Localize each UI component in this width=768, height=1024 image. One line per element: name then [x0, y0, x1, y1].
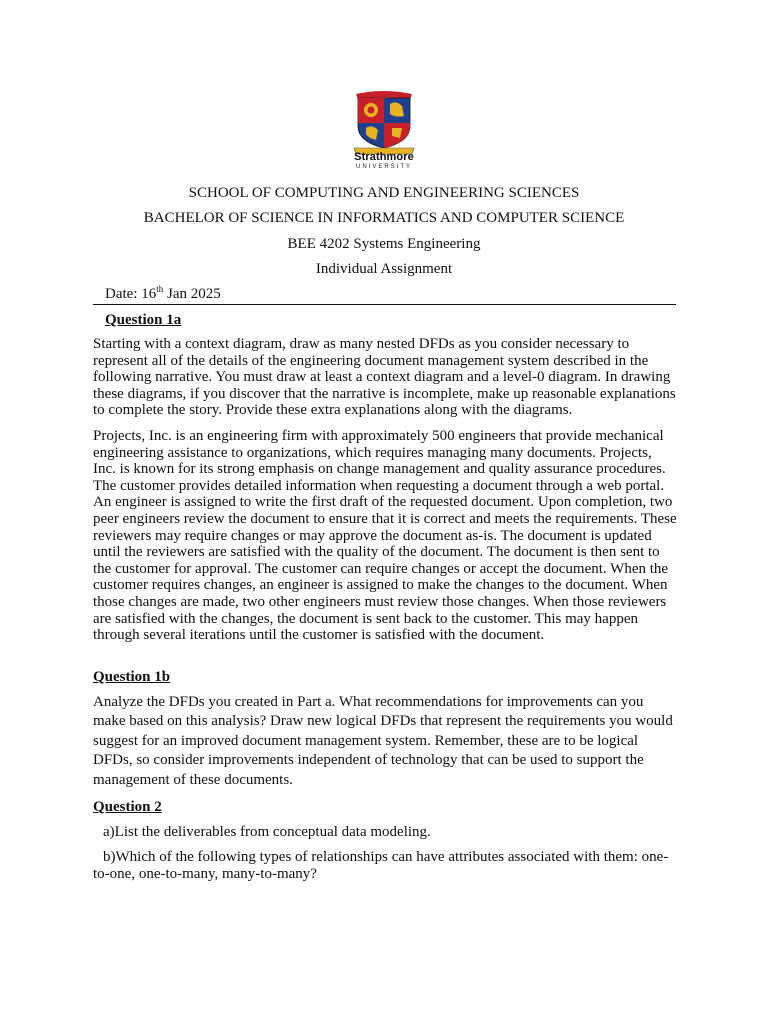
question-1b-text: Analyze the DFDs you created in Part a. What recommendations for improvements can you make based on this analysis? Draw new logical DFDs that represent the requirements you would suggest for an improved document management system. Remember, these are to be logical DFDs, so consider improvements independent of technology that can be used to support the management of these documents.: [93, 694, 673, 788]
question-2-heading: Question 2: [93, 799, 162, 815]
assignment-date: [105, 286, 221, 303]
school-name: SCHOOL OF COMPUTING AND ENGINEERING SCIENCES: [188, 185, 580, 201]
course-title: BEE 4202 Systems Engineering: [287, 236, 481, 252]
assignment-type: Individual Assignment: [315, 261, 453, 277]
university-name: Strathmore: [354, 151, 414, 163]
date-prefix: Date: 16: [105, 286, 157, 302]
question-1a-heading: Question 1a: [105, 312, 182, 328]
question-2-item-b: b)Which of the following types of relationships can have attributes associated with them: one-to-one, one-to-many, many-to-many?: [93, 849, 669, 882]
program-name: BACHELOR OF SCIENCE IN INFORMATICS AND COMPUTER SCIENCE: [143, 210, 625, 226]
question-1a-narrative: Projects, Inc. is an engineering firm with approximately 500 engineers that provide mechanical engineering assistance to organizations, which requires managing many documents. Projects, Inc. is known for its strong emphasis on change management and quality assurance procedures. The customer provides detailed information when requesting a document through a web portal. An engineer is assigned to write the first draft of the requested document. Upon completion, two peer engineers review the document to ensure that it is correct and meets the requirements. These reviewers may require changes or may approve the document as-is. The document is updated until the reviewers are satisfied with the quality of the document. The document is then sent to the customer for approval. The customer can require changes or accept the document. When the customer requires changes, an engineer is assigned to make the changes to the document. When those changes are made, two other engineers must review those changes. When those reviewers are satisfied with the changes, the document is sent back to the customer. This may happen through several iterations until the customer is satisfied with the document.: [93, 428, 677, 644]
header-divider: [93, 304, 676, 305]
date-suffix: Jan 2025: [163, 286, 221, 302]
question-1a-instructions: Starting with a context diagram, draw as many nested DFDs as you consider necessary to represent all of the details of the engineering document management system described in the following narrative. You must draw at least a context diagram and a level-0 diagram. In drawing these diagrams, if you discover that the narrative is incomplete, make up reasonable explanations to complete the story. Provide these extra explanations along with the diagrams.: [93, 336, 676, 419]
university-subtitle: UNIVERSITY: [355, 164, 412, 170]
question-1b-heading: Question 1b: [93, 669, 171, 685]
date-ordinal: th: [156, 284, 164, 294]
question-2-item-a: a)List the deliverables from conceptual data modeling.: [103, 824, 431, 840]
